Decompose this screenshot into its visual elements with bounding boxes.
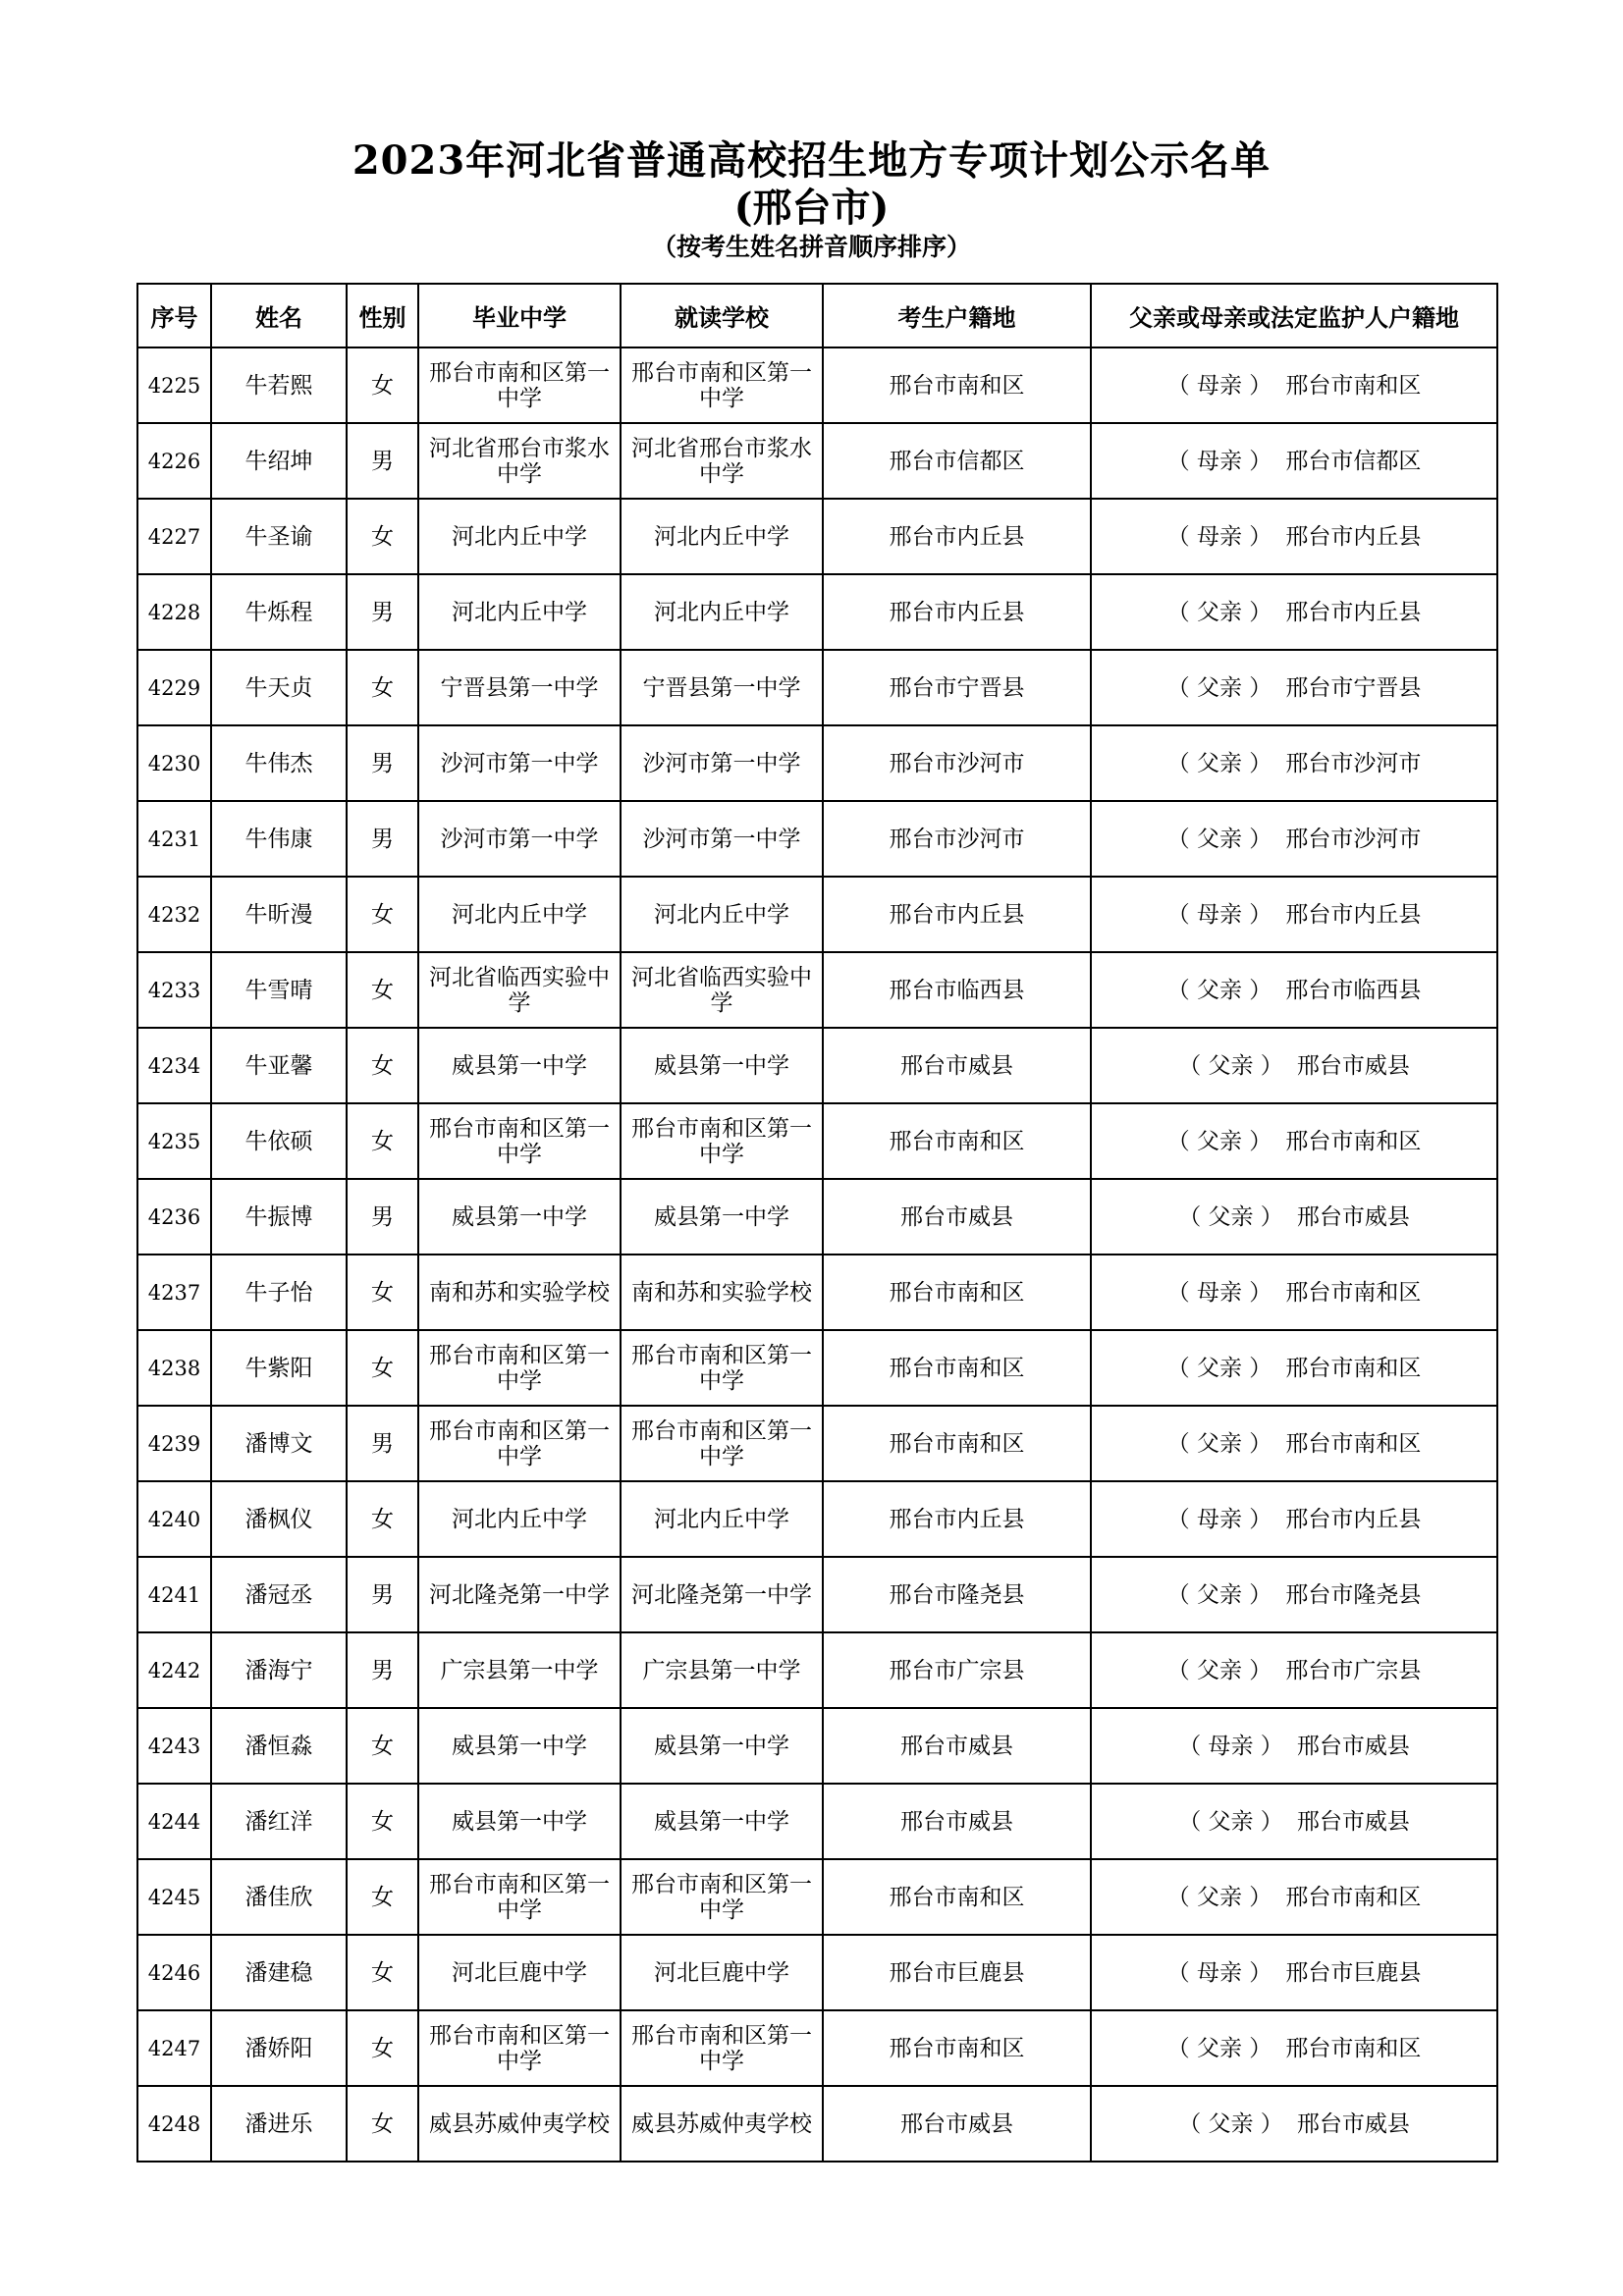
cell-student-hukou: 邢台市南和区 [823,1406,1091,1481]
cell-graduation-school: 河北省临西实验中学 [418,952,621,1028]
cell-student-hukou: 邢台市南和区 [823,2010,1091,2086]
cell-name: 牛圣谕 [211,499,347,574]
cell-name: 牛天贞 [211,650,347,725]
parent-hukou-location: 邢台市内丘县 [1285,1506,1422,1532]
parent-hukou-location: 邢台市南和区 [1285,1430,1422,1457]
cell-parent-hukou [1091,801,1497,877]
cell-student-hukou: 邢台市沙河市 [823,725,1091,801]
cell-gender: 女 [347,877,418,952]
cell-index: 4226 [137,423,211,499]
cell-index: 4234 [137,1028,211,1103]
cell-name: 潘建稳 [211,1935,347,2010]
table-row [137,952,1497,1028]
cell-name: 牛伟康 [211,801,347,877]
cell-parent-hukou [1091,877,1497,952]
parent-hukou-location: 邢台市宁晋县 [1285,674,1422,701]
cell-gender: 女 [347,347,418,423]
parent-hukou-location: 邢台市内丘县 [1285,599,1422,625]
cell-graduation-school: 邢台市南和区第一中学 [418,1406,621,1481]
cell-name: 潘进乐 [211,2086,347,2162]
cell-index: 4229 [137,650,211,725]
col-header-graduation-school: 毕业中学 [418,284,621,347]
parent-relation: （ 父亲 ） [1178,1052,1283,1079]
table-row [137,1935,1497,2010]
parent-relation: （ 父亲 ） [1166,599,1272,625]
parent-relation: （ 父亲 ） [1178,2110,1283,2137]
table-row [137,499,1497,574]
cell-graduation-school: 邢台市南和区第一中学 [418,1859,621,1935]
parent-relation: （ 母亲 ） [1178,1733,1283,1759]
table-row [137,1406,1497,1481]
cell-index: 4235 [137,1103,211,1179]
cell-name: 牛昕漫 [211,877,347,952]
cell-parent-hukou [1091,1859,1497,1935]
cell-graduation-school: 河北内丘中学 [418,574,621,650]
table-row [137,650,1497,725]
parent-relation: （ 父亲 ） [1178,1203,1283,1230]
cell-parent-hukou [1091,1557,1497,1632]
cell-current-school: 河北内丘中学 [621,877,823,952]
cell-student-hukou: 邢台市威县 [823,1708,1091,1784]
cell-gender: 女 [347,650,418,725]
cell-index: 4245 [137,1859,211,1935]
cell-index: 4243 [137,1708,211,1784]
cell-student-hukou: 邢台市南和区 [823,1255,1091,1330]
cell-parent-hukou [1091,650,1497,725]
page-title: 2023年河北省普通高校招生地方专项计划公示名单 [352,137,1271,184]
cell-current-school: 威县第一中学 [621,1708,823,1784]
parent-relation: （ 父亲 ） [1166,1355,1272,1381]
cell-gender: 女 [347,1103,418,1179]
cell-student-hukou: 邢台市南和区 [823,1330,1091,1406]
parent-hukou-location: 邢台市沙河市 [1285,826,1422,852]
cell-name: 牛亚馨 [211,1028,347,1103]
cell-current-school: 南和苏和实验学校 [621,1255,823,1330]
cell-current-school: 邢台市南和区第一中学 [621,1103,823,1179]
cell-name: 牛绍坤 [211,423,347,499]
cell-gender: 男 [347,725,418,801]
cell-parent-hukou [1091,1632,1497,1708]
parent-relation: （ 父亲 ） [1166,750,1272,776]
cell-index: 4238 [137,1330,211,1406]
cell-name: 潘冠丞 [211,1557,347,1632]
cell-name: 潘恒淼 [211,1708,347,1784]
cell-student-hukou: 邢台市临西县 [823,952,1091,1028]
cell-current-school: 邢台市南和区第一中学 [621,1859,823,1935]
parent-hukou-location: 邢台市南和区 [1285,2035,1422,2061]
col-header-name: 姓名 [211,284,347,347]
cell-index: 4236 [137,1179,211,1255]
cell-gender: 女 [347,1028,418,1103]
cell-index: 4239 [137,1406,211,1481]
cell-parent-hukou [1091,1028,1497,1103]
cell-graduation-school: 河北内丘中学 [418,499,621,574]
parent-relation: （ 父亲 ） [1166,826,1272,852]
cell-gender: 男 [347,574,418,650]
cell-index: 4246 [137,1935,211,2010]
cell-graduation-school: 河北内丘中学 [418,1481,621,1557]
cell-graduation-school: 沙河市第一中学 [418,801,621,877]
parent-hukou-location: 邢台市威县 [1296,1203,1410,1230]
cell-graduation-school: 河北省邢台市浆水中学 [418,423,621,499]
parent-relation: （ 父亲 ） [1178,1808,1283,1835]
cell-current-school: 邢台市南和区第一中学 [621,2010,823,2086]
cell-current-school: 宁晋县第一中学 [621,650,823,725]
cell-current-school: 沙河市第一中学 [621,801,823,877]
cell-student-hukou: 邢台市巨鹿县 [823,1935,1091,2010]
cell-name: 牛若熙 [211,347,347,423]
cell-name: 潘海宁 [211,1632,347,1708]
cell-graduation-school: 威县第一中学 [418,1179,621,1255]
parent-hukou-location: 邢台市威县 [1296,1733,1410,1759]
cell-current-school: 威县第一中学 [621,1028,823,1103]
cell-parent-hukou [1091,1708,1497,1784]
parent-relation: （ 父亲 ） [1166,1128,1272,1154]
cell-current-school: 河北隆尧第一中学 [621,1557,823,1632]
cell-parent-hukou [1091,1481,1497,1557]
parent-relation: （ 父亲 ） [1166,977,1272,1003]
cell-gender: 女 [347,2086,418,2162]
cell-index: 4241 [137,1557,211,1632]
cell-name: 牛依硕 [211,1103,347,1179]
table-row [137,1708,1497,1784]
cell-gender: 女 [347,1708,418,1784]
cell-name: 潘娇阳 [211,2010,347,2086]
cell-graduation-school: 宁晋县第一中学 [418,650,621,725]
parent-relation: （ 母亲 ） [1166,1506,1272,1532]
cell-gender: 女 [347,1255,418,1330]
cell-parent-hukou [1091,1179,1497,1255]
cell-name: 牛紫阳 [211,1330,347,1406]
cell-graduation-school: 河北巨鹿中学 [418,1935,621,2010]
col-header-gender: 性别 [347,284,418,347]
cell-graduation-school: 河北隆尧第一中学 [418,1557,621,1632]
cell-student-hukou: 邢台市南和区 [823,1103,1091,1179]
cell-parent-hukou [1091,423,1497,499]
parent-hukou-location: 邢台市广宗县 [1285,1657,1422,1683]
cell-student-hukou: 邢台市内丘县 [823,877,1091,952]
cell-index: 4237 [137,1255,211,1330]
parent-hukou-location: 邢台市南和区 [1285,1128,1422,1154]
parent-hukou-location: 邢台市威县 [1296,1808,1410,1835]
table-row [137,2010,1497,2086]
parent-hukou-location: 邢台市巨鹿县 [1285,1959,1422,1986]
table-row [137,1028,1497,1103]
sort-note: （按考生姓名拼音顺序排序） [651,233,971,261]
cell-student-hukou: 邢台市内丘县 [823,499,1091,574]
cell-current-school: 邢台市南和区第一中学 [621,347,823,423]
cell-parent-hukou [1091,1406,1497,1481]
cell-index: 4232 [137,877,211,952]
cell-current-school: 河北巨鹿中学 [621,1935,823,2010]
cell-student-hukou: 邢台市威县 [823,2086,1091,2162]
cell-index: 4242 [137,1632,211,1708]
cell-current-school: 邢台市南和区第一中学 [621,1406,823,1481]
cell-parent-hukou [1091,2086,1497,2162]
cell-name: 牛伟杰 [211,725,347,801]
cell-parent-hukou [1091,1103,1497,1179]
cell-parent-hukou [1091,499,1497,574]
parent-relation: （ 父亲 ） [1166,1581,1272,1608]
cell-current-school: 威县苏威仲夷学校 [621,2086,823,2162]
cell-parent-hukou [1091,952,1497,1028]
cell-name: 潘博文 [211,1406,347,1481]
cell-graduation-school: 威县第一中学 [418,1784,621,1859]
cell-student-hukou: 邢台市南和区 [823,347,1091,423]
parent-relation: （ 父亲 ） [1166,1884,1272,1910]
cell-gender: 男 [347,1406,418,1481]
parent-relation: （ 父亲 ） [1166,1657,1272,1683]
parent-relation: （ 母亲 ） [1166,1959,1272,1986]
parent-hukou-location: 邢台市信都区 [1285,448,1422,474]
cell-student-hukou: 邢台市广宗县 [823,1632,1091,1708]
table-header-row [137,284,1497,347]
cell-gender: 女 [347,1784,418,1859]
cell-index: 4248 [137,2086,211,2162]
cell-current-school: 广宗县第一中学 [621,1632,823,1708]
cell-index: 4227 [137,499,211,574]
table-row [137,1784,1497,1859]
cell-graduation-school: 沙河市第一中学 [418,725,621,801]
cell-gender: 男 [347,423,418,499]
parent-relation: （ 母亲 ） [1166,448,1272,474]
cell-name: 潘枫仪 [211,1481,347,1557]
cell-graduation-school: 邢台市南和区第一中学 [418,347,621,423]
cell-gender: 女 [347,1859,418,1935]
cell-current-school: 威县第一中学 [621,1179,823,1255]
cell-index: 4228 [137,574,211,650]
cell-index: 4225 [137,347,211,423]
parent-hukou-location: 邢台市南和区 [1285,1884,1422,1910]
table-row [137,1632,1497,1708]
cell-index: 4240 [137,1481,211,1557]
cell-graduation-school: 邢台市南和区第一中学 [418,1103,621,1179]
cell-graduation-school: 邢台市南和区第一中学 [418,1330,621,1406]
cell-student-hukou: 邢台市宁晋县 [823,650,1091,725]
cell-parent-hukou [1091,1255,1497,1330]
cell-current-school: 河北省邢台市浆水中学 [621,423,823,499]
cell-graduation-school: 威县苏威仲夷学校 [418,2086,621,2162]
table-row [137,574,1497,650]
col-header-student-hukou: 考生户籍地 [823,284,1091,347]
cell-student-hukou: 邢台市威县 [823,1784,1091,1859]
cell-parent-hukou [1091,1330,1497,1406]
cell-parent-hukou [1091,2010,1497,2086]
table-row [137,1859,1497,1935]
cell-student-hukou: 邢台市信都区 [823,423,1091,499]
parent-hukou-location: 邢台市内丘县 [1285,901,1422,928]
cell-name: 牛子怡 [211,1255,347,1330]
parent-hukou-location: 邢台市隆尧县 [1285,1581,1422,1608]
cell-graduation-school: 邢台市南和区第一中学 [418,2010,621,2086]
cell-graduation-school: 威县第一中学 [418,1708,621,1784]
parent-relation: （ 父亲 ） [1166,1430,1272,1457]
parent-hukou-location: 邢台市内丘县 [1285,523,1422,550]
cell-graduation-school: 南和苏和实验学校 [418,1255,621,1330]
cell-parent-hukou [1091,347,1497,423]
col-header-parent-hukou: 父亲或母亲或法定监护人户籍地 [1091,284,1497,347]
table-row [137,1557,1497,1632]
table-row [137,423,1497,499]
cell-name: 潘佳欣 [211,1859,347,1935]
table-row [137,1481,1497,1557]
parent-hukou-location: 邢台市南和区 [1285,372,1422,399]
cell-student-hukou: 邢台市沙河市 [823,801,1091,877]
parent-hukou-location: 邢台市沙河市 [1285,750,1422,776]
table-row [137,877,1497,952]
cell-parent-hukou [1091,725,1497,801]
cell-name: 潘红洋 [211,1784,347,1859]
cell-current-school: 河北内丘中学 [621,1481,823,1557]
cell-current-school: 威县第一中学 [621,1784,823,1859]
table-row [137,725,1497,801]
cell-student-hukou: 邢台市威县 [823,1028,1091,1103]
table-row [137,1103,1497,1179]
cell-graduation-school: 威县第一中学 [418,1028,621,1103]
parent-relation: （ 父亲 ） [1166,674,1272,701]
cell-gender: 女 [347,1330,418,1406]
table-row [137,1179,1497,1255]
table-row [137,2086,1497,2162]
table-row [137,347,1497,423]
parent-relation: （ 母亲 ） [1166,901,1272,928]
cell-gender: 女 [347,952,418,1028]
cell-graduation-school: 广宗县第一中学 [418,1632,621,1708]
col-header-current-school: 就读学校 [621,284,823,347]
cell-student-hukou: 邢台市南和区 [823,1859,1091,1935]
cell-student-hukou: 邢台市内丘县 [823,1481,1091,1557]
cell-name: 牛振博 [211,1179,347,1255]
cell-current-school: 河北内丘中学 [621,499,823,574]
table-row [137,1330,1497,1406]
cell-current-school: 沙河市第一中学 [621,725,823,801]
cell-parent-hukou [1091,1935,1497,2010]
parent-hukou-location: 邢台市临西县 [1285,977,1422,1003]
cell-index: 4230 [137,725,211,801]
parent-hukou-location: 邢台市威县 [1296,2110,1410,2137]
cell-graduation-school: 河北内丘中学 [418,877,621,952]
cell-parent-hukou [1091,1784,1497,1859]
admission-list-table [136,283,1498,2163]
parent-relation: （ 母亲 ） [1166,372,1272,399]
cell-current-school: 邢台市南和区第一中学 [621,1330,823,1406]
cell-index: 4231 [137,801,211,877]
page-subtitle-city: (邢台市) [733,185,890,231]
cell-index: 4247 [137,2010,211,2086]
cell-student-hukou: 邢台市威县 [823,1179,1091,1255]
parent-relation: （ 母亲 ） [1166,523,1272,550]
table-row [137,1255,1497,1330]
parent-relation: （ 父亲 ） [1166,2035,1272,2061]
cell-name: 牛烁程 [211,574,347,650]
parent-relation: （ 母亲 ） [1166,1279,1272,1306]
cell-gender: 女 [347,1481,418,1557]
cell-current-school: 河北内丘中学 [621,574,823,650]
cell-name: 牛雪晴 [211,952,347,1028]
cell-student-hukou: 邢台市隆尧县 [823,1557,1091,1632]
parent-hukou-location: 邢台市南和区 [1285,1279,1422,1306]
cell-gender: 男 [347,1557,418,1632]
cell-gender: 男 [347,1179,418,1255]
cell-gender: 女 [347,499,418,574]
parent-hukou-location: 邢台市威县 [1296,1052,1410,1079]
cell-index: 4233 [137,952,211,1028]
parent-hukou-location: 邢台市南和区 [1285,1355,1422,1381]
col-header-index: 序号 [137,284,211,347]
cell-gender: 男 [347,1632,418,1708]
cell-parent-hukou [1091,574,1497,650]
cell-index: 4244 [137,1784,211,1859]
cell-gender: 女 [347,1935,418,2010]
table-row [137,801,1497,877]
cell-student-hukou: 邢台市内丘县 [823,574,1091,650]
cell-gender: 男 [347,801,418,877]
cell-current-school: 河北省临西实验中学 [621,952,823,1028]
cell-gender: 女 [347,2010,418,2086]
